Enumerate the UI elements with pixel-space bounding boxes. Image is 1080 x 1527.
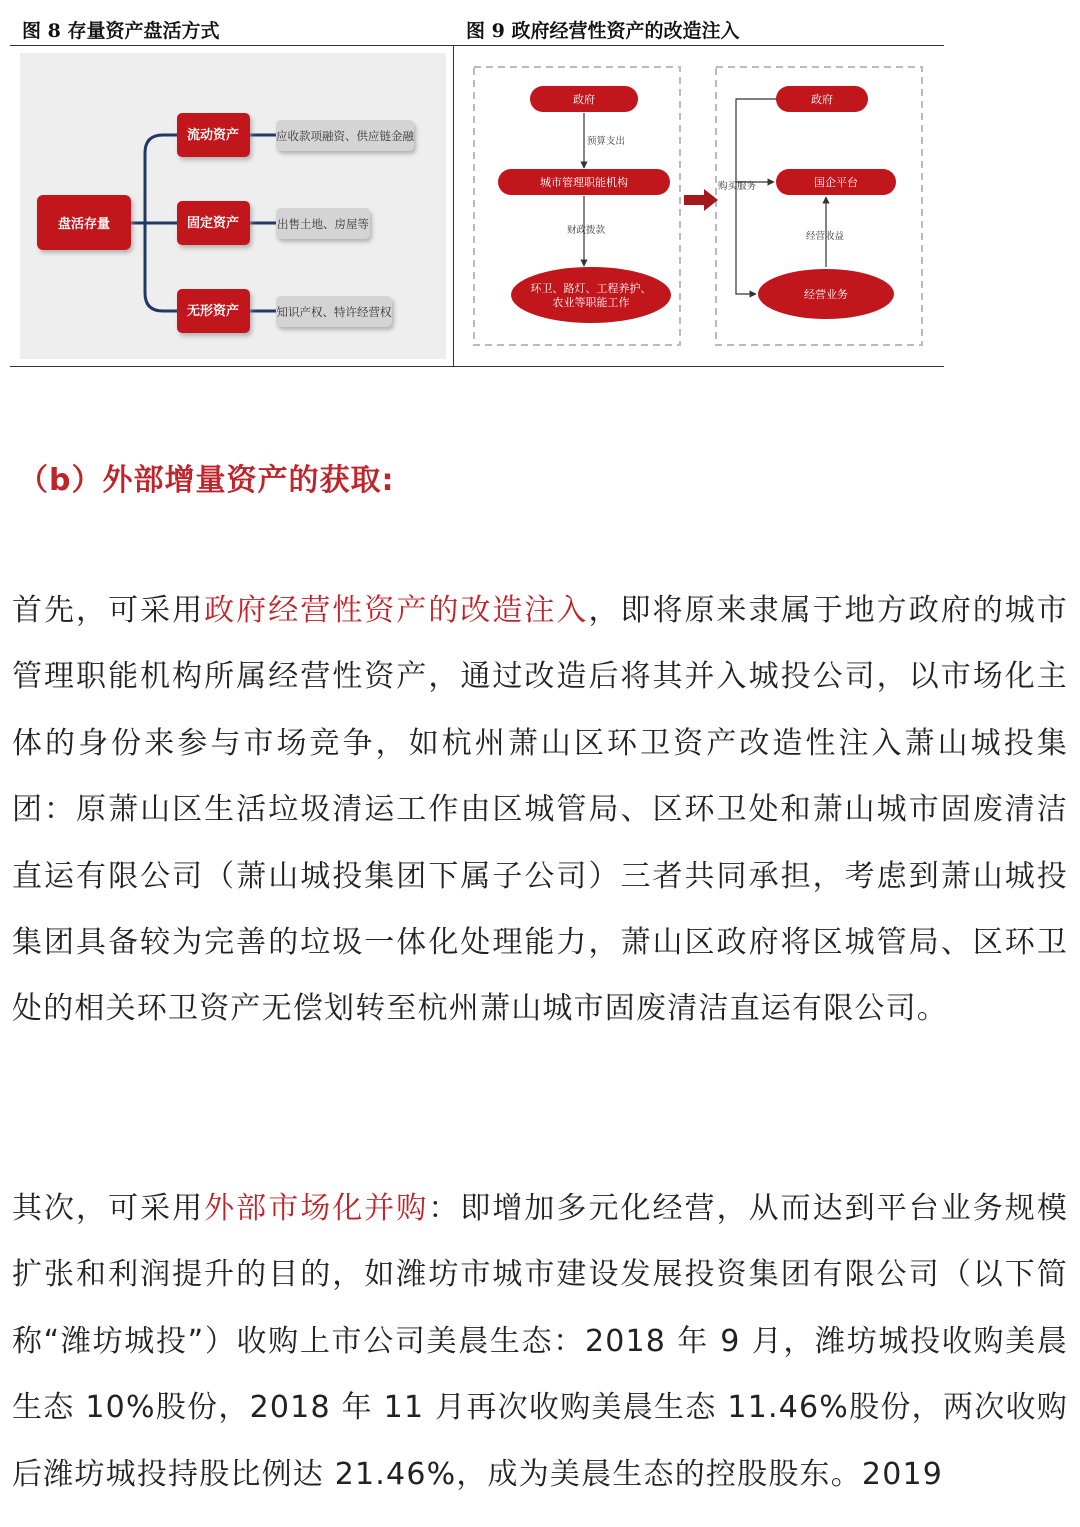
right-platform-node	[776, 169, 896, 195]
svg-text:政府: 政府	[573, 93, 595, 106]
right-edge-buy: 购买服务	[718, 181, 757, 192]
svg-text:出售土地、房屋等: 出售土地、房屋等	[277, 217, 369, 231]
mindmap-branch-current-assets	[177, 113, 250, 157]
right-business-node	[758, 269, 894, 319]
svg-text:政府: 政府	[811, 93, 833, 106]
figure-divider	[453, 45, 454, 367]
figure-top-rule	[10, 45, 944, 46]
mindmap-branch-fixed-assets	[177, 201, 250, 245]
left-edge-budget: 预算支出	[587, 136, 626, 147]
paragraph-1-highlight: 政府经营性资产的改造注入	[204, 593, 589, 628]
mindmap-detail-intangible-assets	[276, 296, 392, 327]
paragraph-2-body: ：即增加多元化经营，从而达到平台业务规模扩张和利润提升的目的，如潍坊市城市建设发展投资集团有限公司（以下简称“潍坊城投”）收购上市公司美晨生态：2018 年 9 月，潍坊城投收购美晨生态 10%股份，2018 年 11 月再次收购美晨生态 11.46%股份，两次收购后潍坊城投持股比例达 21.46%，成为美晨生态的控股股东。2019	[12, 1191, 1069, 1492]
svg-text:流动资产: 流动资产	[186, 128, 240, 143]
figure9-diagram	[460, 53, 940, 359]
paragraph-1-body: ，即将原来隶属于地方政府的城市管理职能机构所属经营性资产，通过改造后将其并入城投公司，以市场化主体的身份来参与市场竞争，如杭州萧山区环卫资产改造性注入萧山城投集团：原萧山区生活垃圾清运工作由区城管局、区环卫处和萧山城市固废清洁直运有限公司（萧山城投集团下属子公司）三者共同承担，考虑到萧山城投集团具备较为完善的垃圾一体化处理能力，萧山区政府将区城管局、区环卫处的相关环卫资产无偿划转至杭州萧山城市固废清洁直运有限公司。	[12, 593, 1068, 1027]
figure-bottom-rule	[10, 366, 944, 367]
svg-text:国企平台: 国企平台	[814, 176, 858, 189]
left-agency-node	[498, 169, 670, 195]
svg-text:应收款项融资、供应链金融: 应收款项融资、供应链金融	[276, 129, 414, 143]
svg-text:经营业务: 经营业务	[804, 288, 848, 301]
paragraph-2-lead: 其次，可采用	[12, 1191, 205, 1226]
paragraph-1	[12, 578, 1068, 1043]
right-gov-node	[776, 86, 868, 112]
figure8-diagram	[20, 53, 446, 359]
mindmap-detail-fixed-assets	[276, 208, 370, 239]
transition-arrow-icon	[684, 189, 718, 211]
figure9-caption: 图 9 政府经营性资产的改造注入	[466, 20, 740, 42]
svg-text:固定资产: 固定资产	[186, 216, 240, 231]
svg-text:城市管理职能机构: 城市管理职能机构	[540, 176, 628, 189]
paragraph-2-highlight: 外部市场化并购	[204, 1191, 429, 1226]
left-gov-node	[530, 86, 638, 112]
mindmap-detail-current-assets	[276, 120, 414, 151]
left-edge-allocation: 财政拨款	[567, 225, 606, 236]
right-edge-income: 经营收益	[806, 231, 845, 242]
svg-text:无形资产: 无形资产	[186, 304, 240, 319]
left-work-node	[511, 267, 671, 323]
mindmap-root-node	[37, 195, 131, 250]
figure8-caption: 图 8 存量资产盘活方式	[22, 20, 220, 42]
right-connector-buy-service	[736, 99, 776, 294]
paragraph-2	[12, 1176, 1068, 1508]
svg-text:农业等职能工作: 农业等职能工作	[552, 296, 630, 309]
svg-text:环卫、路灯、工程养护、: 环卫、路灯、工程养护、	[530, 282, 652, 295]
svg-text:盘活存量: 盘活存量	[57, 217, 111, 232]
section-heading: （b）外部增量资产的获取:	[18, 463, 395, 498]
paragraph-1-lead: 首先，可采用	[12, 593, 205, 628]
mindmap-branch-intangible-assets	[177, 289, 250, 333]
svg-text:知识产权、特许经营权: 知识产权、特许经营权	[276, 305, 392, 319]
